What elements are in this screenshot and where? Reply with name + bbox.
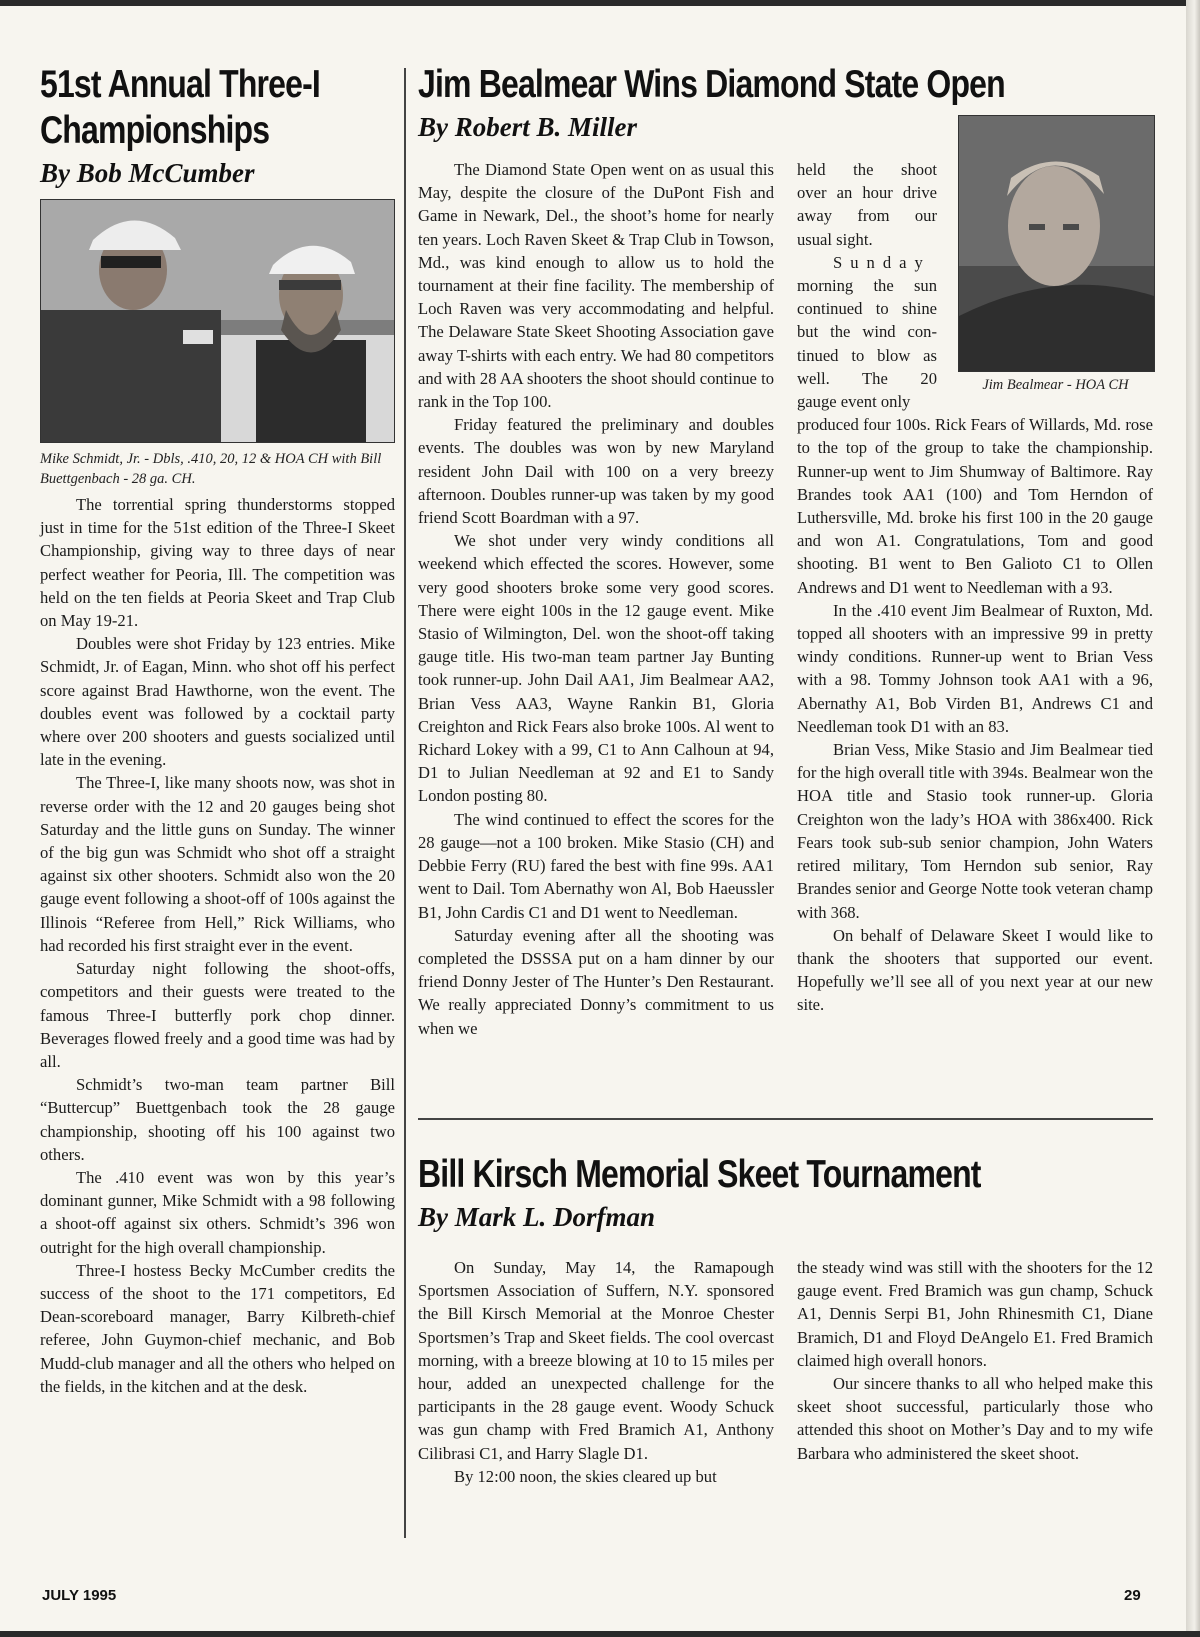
paragraph: Doubles were shot Friday by 123 entries. Mike Schmidt, Jr. of Eagan, Minn. who shot off his perfect score against Brad Hawthorne, won the event. The doubles event was followed by a cocktail party where over 200 shooters and guests socialized until late in the evening. [40, 634, 395, 770]
paragraph: Friday featured the preliminary and doubles events. The doubles was won by new Maryland resident John Dail with 100 on a very breezy afternoon. Doubles runner-up was taken by my good friend Scott Boardman with a 97. [418, 415, 774, 528]
paragraph: Three-I hostess Becky McCumber credits the success of the shoot to the 171 competitors, Ed Dean-scoreboard manager, Barry Kilbreth-chief referee, John Guymon-chief mechanic, and Bob Mudd-club manager and all the others who helped on the fields, in the kitchen and at the desk. [40, 1260, 395, 1396]
paragraph: Our sincere thanks to all who helped make this skeet shoot successful, particularly those who attended this shoot on Mother’s Day and to my wife Barbara who administered the skeet shoot. [797, 1374, 1153, 1463]
paragraph: In the .410 event Jim Bealmear of Ruxton, Md. topped all shooters with an impressive 99 in pretty windy conditions. Runner-up went to Brian Vess with a 98. Tommy Johnson took AA1 with a 96, Abernathy A1, Bob Virden B1, Andrews C1 and Needleman took D1 with an 83. [797, 600, 1153, 736]
photo-two-men-illustration [41, 200, 394, 442]
footer-issue-date: JULY 1995 [42, 1587, 117, 1604]
wrap-line: held the shoot [797, 160, 937, 179]
wrap-line: morning the sun [797, 276, 937, 296]
paragraph-continued: the steady wind was still with the shooters for the 12 gauge event. Fred Bramich was gun champ, Schuck A1, Dennis Serpi B1, John Rhinesmith C1, Diane Bramich, D1 and Floyd DeAngelo E1. Fred Bramich claimed high overall honors. [797, 1258, 1153, 1370]
photo-schmidt-caption: Mike Schmidt, Jr. - Dbls, .410, 20, 12 & HOA CH with Bill Buettgenbach - 28 ga. CH. [40, 451, 382, 488]
article-diamond-state-title: Jim Bealmear Wins Diamond State Open [418, 63, 1005, 106]
paragraph: The Diamond State Open went on as usual this May, despite the closure of the DuPont Fish and Game in Newark, Del., the shoot’s home for nearly ten years. Loch Raven Skeet & Trap Club in Towson, Md., was kind enough to allow us to hold the tournament at their fine facility. The membership of Loch Raven was very accommodating and helpful. The Delaware State Skeet Shooting Association gave away T-shirts with each entry. We had 80 competitors and with 28 AA shooters the shoot should continue to rank in the Top 100. [418, 160, 774, 412]
paragraph-continued: produced four 100s. Rick Fears of Willards, Md. rose to the top of the group to take the championship. Runner-up went to Jim Shumway of Baltimore. Ray Brandes took AA1 (100) and Tom Herndon of Luthersville, Md. broke his first 100 in the 20 gauge and won A1. Congratulations, Tom and good shooting. B1 went to Ben Galioto C1 to Ollen Andrews and D1 went to Needleman with a 93. [797, 415, 1153, 597]
paragraph: Brian Vess, Mike Stasio and Jim Bealmear tied for the high overall title with 394s. Bealmear won the HOA title and Stasio took runner-up. Gloria Creighton won the lady’s HOA with 386x400. Rick Fears took sub-sub senior champion, John Waters retired military, Tom Herndon sub senior, Ray Brandes senior and George Notte took veteran champ with 368. [797, 740, 1153, 922]
photo-bealmear-caption: Jim Bealmear - HOA CH [982, 377, 1129, 393]
article-three-i [40, 62, 395, 1398]
paragraph: By 12:00 noon, the skies cleared up but [454, 1466, 717, 1486]
page-top-edge [0, 0, 1200, 6]
paragraph: Schmidt’s two-man team partner Bill “Buttercup” Buettgenbach took the 28 gauge championship, shooting off his 100 against two others. [40, 1075, 395, 1164]
wrap-line: Sunday [833, 252, 931, 272]
article-kirsch-byline: By Mark L. Dorfman [418, 1202, 656, 1233]
article-diamond-state-column-1 [418, 158, 774, 1040]
article-three-i-byline: By Bob McCumber [40, 158, 255, 189]
page-right-edge [1186, 0, 1200, 1637]
column-divider-vertical [404, 68, 406, 1538]
wrap-line: gauge event only [797, 392, 911, 412]
wrap-line: well. The 20 [797, 368, 937, 388]
paragraph: The .410 event was won by this year’s dominant gunner, Mike Schmidt with a 98 following a shoot-off against six others. Schmidt’s 396 won outright for the high overall championship. [40, 1167, 395, 1257]
paragraph: Saturday evening after all the shooting was completed the DSSSA put on a ham dinner by our friend Donny Jester of The Hunter’s Den Restaurant. We really appreciated Donny’s commitment to us when we [418, 925, 774, 1038]
paragraph: On Sunday, May 14, the Ramapough Sportsmen Association of Suffern, N.Y. sponsored the Bill Kirsch Memorial at the Monroe Chester Sportsmen’s Trap and Skeet fields. The cool overcast morning, with a breeze blowing at 10 to 15 miles per hour, added an unexpected challenge for the participants in the 28 gauge event. Woody Schuck was gun champ with Fred Bramich A1, Anthony Cilibrasi C1, and Harry Slagle D1. [418, 1258, 774, 1463]
article-three-i-title: 51st Annual Three-I Championships [40, 63, 321, 153]
footer-page-number: 29 [1124, 1587, 1141, 1604]
article-diamond-state-byline: By Robert B. Miller [418, 112, 638, 143]
wrap-line: away from our [797, 206, 937, 226]
wrap-line: tinued to blow as [797, 345, 937, 365]
page-bottom-edge [0, 1631, 1200, 1637]
paragraph: The Three-I, like many shoots now, was shot in reverse order with the 12 and 20 gauges being shot Saturday and the little guns on Sunday. The winner of the big gun was Schmidt who shot off a straight against six other shooters. Schmidt also won the 20 gauge event following a shoot-off of 100s against the Illinois “Referee from Hell,” Rick Williams, who had recorded his first straight ever in the event. [40, 773, 395, 955]
wrap-line: usual sight. [797, 229, 873, 249]
paragraph: Saturday night following the shoot-offs, competitors and their guests were treated to the famous Three-I butterfly pork chop dinner. Beverages flowed freely and a good time was had by all. [40, 959, 395, 1071]
wrap-line: but the wind con- [797, 322, 937, 342]
wrap-line: continued to shine [797, 299, 937, 319]
article-kirsch-title: Bill Kirsch Memorial Skeet Tournament [418, 1153, 981, 1196]
paragraph: The wind continued to effect the scores for the 28 gauge—not a 100 broken. Mike Stasio (CH) and Debbie Ferry (RU) fared the best with fine 99s. AA1 went to Dail. Tom Abernathy won Al, Bob Haeussler B1, John Cardis C1 and D1 went to Needleman. [418, 809, 774, 922]
article-diamond-state-column-2 [797, 158, 1153, 1017]
photo-schmidt-buettgenbach [40, 199, 395, 443]
photo-wrap-text [797, 158, 937, 413]
article-divider-horizontal [418, 1118, 1153, 1120]
article-kirsch-column-2 [797, 1256, 1153, 1465]
article-kirsch-column-1 [418, 1256, 774, 1488]
paragraph: The torrential spring thunderstorms stopped just in time for the 51st edition of the Three-I Skeet Championship, giving way to three days of near perfect weather for Peoria, Ill. The competition was held on the ten fields at Peoria Skeet and Trap Club on May 19-21. [40, 495, 395, 631]
wrap-line: over an hour drive [797, 183, 937, 203]
article-kirsch-header [418, 1152, 1153, 1233]
paragraph: On behalf of Delaware Skeet I would like to thank the shooters that supported our event. Hopefully we’ll see all of you next year at our new site. [797, 925, 1153, 1015]
article-three-i-body [40, 493, 395, 1398]
paragraph: We shot under very windy conditions all weekend which effected the scores. However, some very good shooters broke some very good scores. There were eight 100s in the 12 gauge event. Mike Stasio of Wilmington, Del. won the shoot-off taking gauge title. His two-man team partner Jay Bunting took runner-up. John Dail AA1, Jim Bealmear AA2, Brian Vess AA3, Wayne Rankin B1, Gloria Creighton and Rick Fears also broke 100s. Al went to Richard Lokey with a 99, C1 to Ann Calhoun at 94, D1 to Julian Needleman at 92 and E1 to Sandy London posting 80. [418, 531, 774, 806]
